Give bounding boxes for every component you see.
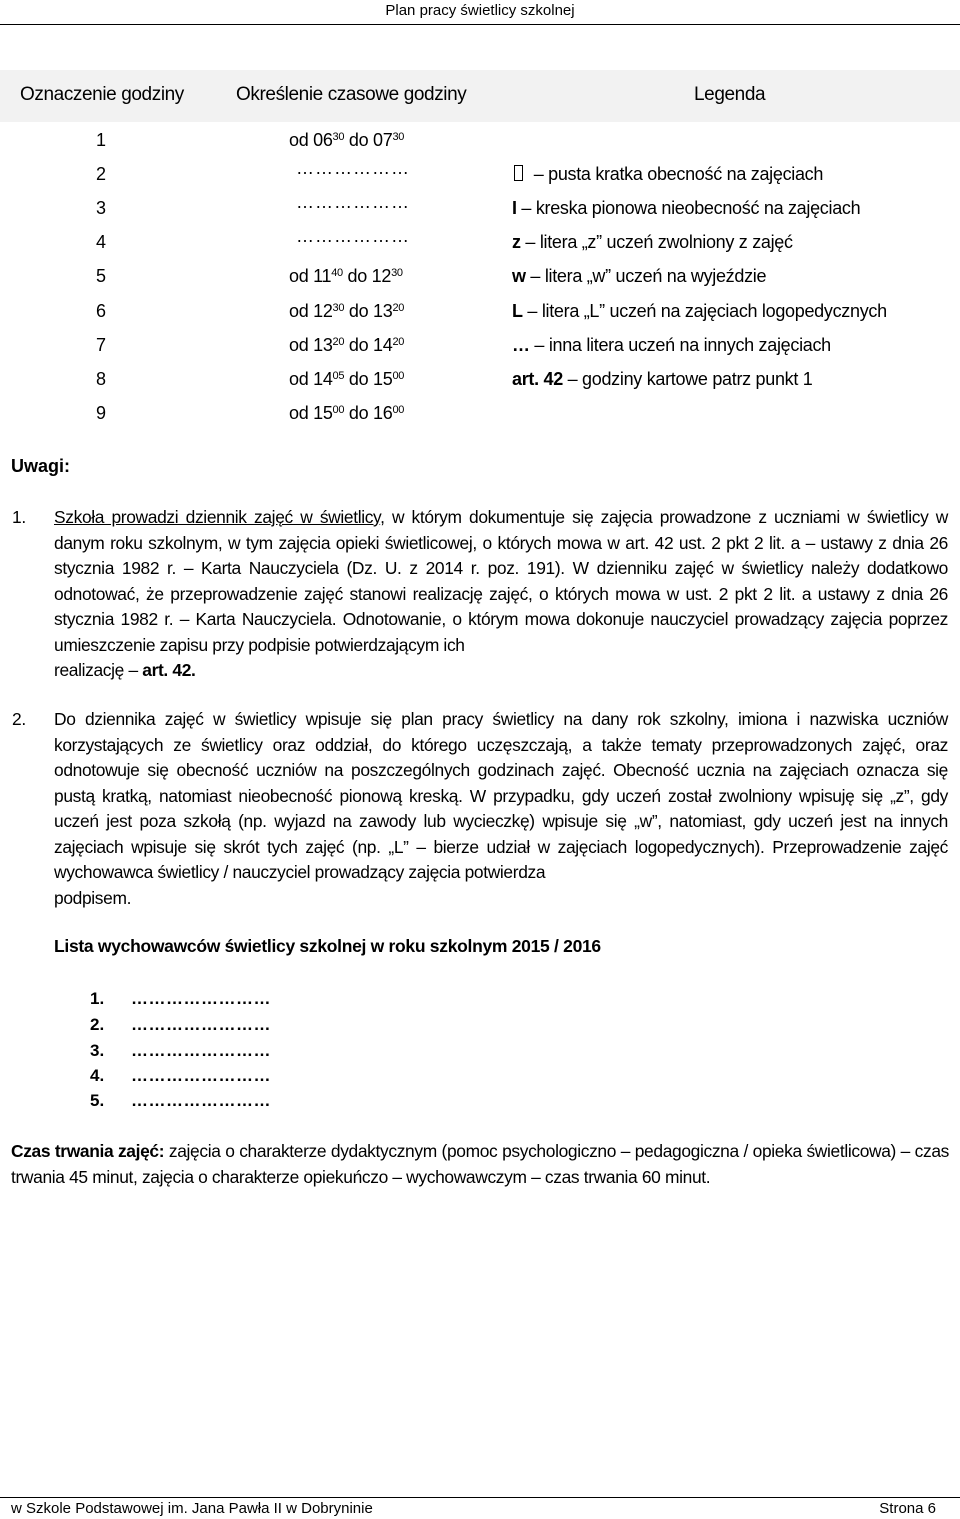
legend-item: z – litera „z” uczeń zwolniony z zajęć [512,232,793,252]
table-row [0,329,960,363]
list-item: 5. …………………… [90,1091,271,1110]
duration-label: Czas trwania zajęć: [11,1141,165,1161]
hour-number: 9 [96,403,106,423]
remark-underlined-lead: Szkoła prowadzi dziennik zajęć w świetlicy [54,507,381,527]
legend-item: L – litera „L” uczeń na zajęciach logopedycznych [512,301,887,321]
footer-rule [0,1497,960,1498]
table-row [0,192,960,226]
remark-paragraph-2 [12,707,948,911]
table-row [0,363,960,397]
list-item: 1. …………………… [90,989,271,1008]
legend-item: … – inna litera uczeń na innych zajęciach [512,335,831,355]
list-item: 3. …………………… [90,1041,271,1060]
table-row [0,124,960,158]
hour-time: od $15^{00}$ do $16^{00}$ [289,403,405,423]
legend-item: w – litera „w” uczeń na wyjeździe [512,266,767,286]
table-row [0,260,960,294]
hour-number: 6 [96,301,106,321]
duration-text: zajęcia o charakterze dydaktycznym (pomoc psychologiczno – pedagogiczna / opieka świetlicowa) – czas trwania 45 minut, zajęcia o charakterze opiekuńczo – wychowawczym – czas trwania 60 minut. [11,1141,949,1187]
legend-item: art. 42 – godziny kartowe patrz punkt 1 [512,369,813,389]
hour-time-blank: ……………… [296,192,410,212]
remark-paragraph-1 [12,505,948,684]
list-item: 4. …………………… [90,1066,271,1085]
hour-number: 2 [96,164,106,184]
col-header-hour-id: Oznaczenie godziny [20,84,184,105]
remark-last-line: realizację – art. 42. [54,660,196,680]
empty-box-icon [514,165,523,181]
hour-time: od $13^{20}$ do $14^{20}$ [289,335,405,355]
remark-body: Do dziennika zajęć w świetlicy wpisuje się plan pracy świetlicy na dany rok szkolny, imiona i nazwiska uczniów korzystających ze świetlicy oraz oddział, do którego uczęszczają, a także tematy przeprowadzonych zajęć, oraz odnotowuje się obecność uczniów na poszczególnych godzinach zajęć. Obecność ucznia na zajęciach oznacza się pustą kratką, natomiast nieobecność pionową kreską. W przypadku, gdy uczeń został zwolniony wpisuję się „z”, gdy uczeń jest poza szkołą (np. wyjazd na zawody lub wycieczkę) wpisuje się „w”, natomiast, gdy uczeń jest na innych zajęciach wpisuje się skrót tych zajęć (np. „L” – bierze udział w zajęciach logopedycznych). Przeprowadzenie zajęć wychowawca świetlicy / nauczyciel prowadzący zajęcia potwierdza [54,709,948,882]
table-header-row [0,70,960,122]
hour-number: 3 [96,198,106,218]
hour-time-blank: ……………… [296,158,410,178]
hour-number: 1 [96,130,106,150]
hour-time: od $11^{40}$ do $12^{30}$ [289,266,403,286]
remark-number: 2. [12,709,26,729]
table-row [0,158,960,192]
legend-item: – pusta kratka obecność na zajęciach [512,164,823,185]
legend-item: I – kreska pionowa nieobecność na zajęciach [512,198,861,218]
duration-paragraph [11,1139,949,1190]
header-rule [0,24,960,25]
col-header-time-range: Określenie czasowe godziny [236,84,467,105]
remark-number: 1. [12,507,26,527]
hour-time: od $12^{30}$ do $13^{20}$ [289,301,405,321]
hour-number: 5 [96,266,106,286]
hour-time: od $06^{30}$ do $07^{30}$ [289,130,405,150]
table-row [0,226,960,260]
table-row [0,295,960,329]
remarks-heading: Uwagi: [11,456,71,476]
remark-body: , w którym dokumentuje się zajęcia prowadzone z uczniami w świetlicy w danym roku szkolnym, w tym zajęcia opieki świetlicowej, o których mowa w art. 42 ust. 2 pkt 2 lit. a – ustawy z dnia 26 stycznia 1982 r. – Karta Nauczyciela (Dz. U. z 2014 r. poz. 191). W dzienniku zajęć w świetlicy należy dodatkowo odnotować, że przeprowadzenie zajęć stanowi realizację zajęć, o których mowa w ust. 2 pkt 2 lit. a ustawy z dnia 26 stycznia 1982 r. – Karta Nauczyciela. Odnotowanie, o którym mowa dokonuje nauczyciel prowadzący zajęcia poprzez umieszczenie zapisu przy podpisie potwierdzającym ich [54,507,948,655]
col-header-legend: Legenda [694,84,766,105]
list-item: 2. …………………… [90,1015,271,1034]
hour-number: 8 [96,369,106,389]
hour-time: od $14^{05}$ do $15^{00}$ [289,369,405,389]
page-header-title: Plan pracy świetlicy szkolnej [385,2,575,19]
table-row [0,397,960,431]
footer-school-name: w Szkole Podstawowej im. Jana Pawła II w Dobryninie [11,1500,373,1517]
hour-number: 4 [96,232,106,252]
running-header [0,0,960,22]
footer-page-number: Strona 6 [879,1500,936,1517]
hour-time-blank: ……………… [296,226,410,246]
staff-list-title: Lista wychowawców świetlicy szkolnej w roku szkolnym 2015 / 2016 [54,936,601,956]
remark-last-line: podpisem. [54,887,132,908]
hour-number: 7 [96,335,106,355]
